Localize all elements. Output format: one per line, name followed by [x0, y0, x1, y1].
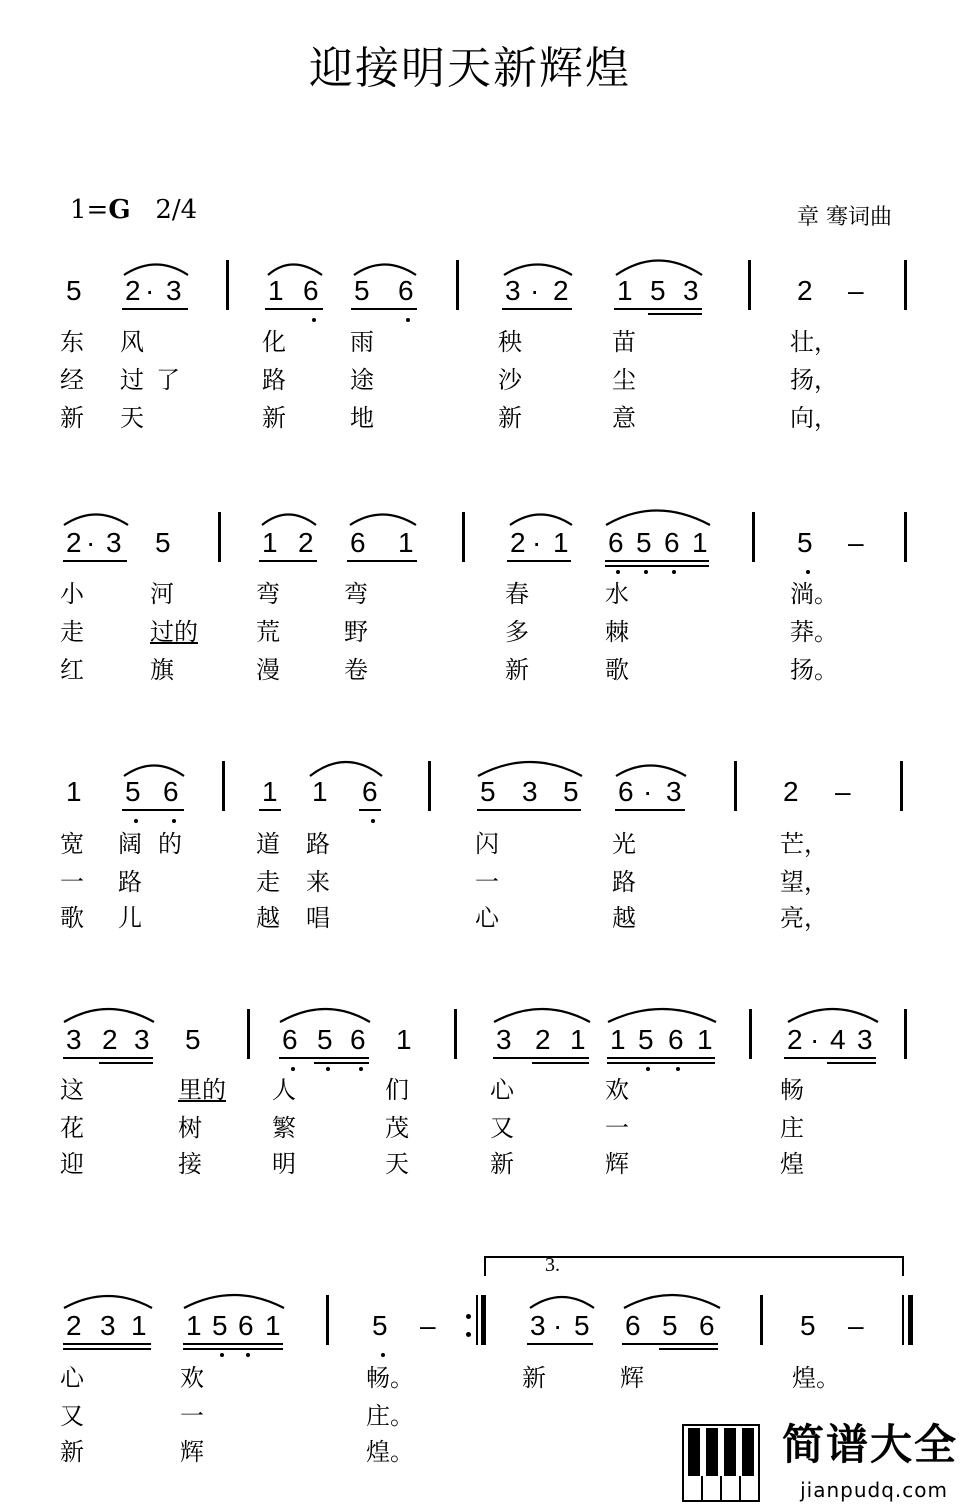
lyric: 沙	[498, 366, 522, 394]
lyric: 多	[505, 618, 529, 646]
composer-credit: 章 骞词曲	[797, 205, 892, 230]
lyric: 尘	[612, 366, 636, 394]
note: 1	[617, 275, 633, 306]
note: 1	[697, 1024, 713, 1055]
note: 6	[282, 1024, 298, 1055]
lyric: 走	[60, 618, 84, 646]
lyric: 煌	[780, 1150, 804, 1178]
note: 5	[563, 776, 579, 807]
note: 5	[125, 776, 141, 807]
lyric: 弯	[344, 580, 368, 608]
note: 5	[317, 1024, 333, 1055]
piano-keys-icon	[682, 1424, 760, 1502]
note: 5	[797, 527, 813, 558]
lyric: 过的	[150, 618, 198, 646]
dash: –	[848, 527, 864, 558]
slur-arc	[606, 511, 710, 526]
note: 1	[66, 776, 82, 807]
note: 3	[496, 1024, 512, 1055]
note: 3	[857, 1024, 873, 1055]
lyric: 明	[272, 1150, 296, 1178]
note: 6	[350, 1024, 366, 1055]
watermark-name: 简谱大全	[781, 1420, 958, 1469]
note: 5	[66, 275, 82, 306]
lyric: 来	[306, 868, 330, 896]
note: 1	[396, 1024, 412, 1055]
lyric: 儿	[118, 904, 142, 932]
lyric: 水	[605, 580, 629, 608]
lyric: 春	[505, 580, 529, 608]
note: 4	[830, 1024, 846, 1055]
note: 6	[625, 1310, 641, 1341]
lyric: 新	[60, 1438, 84, 1466]
note: 5	[480, 776, 496, 807]
note: 5	[155, 527, 171, 558]
lyric: 野	[344, 618, 368, 646]
note: 3	[106, 527, 122, 558]
lyric: 苗	[612, 328, 636, 356]
slur-arc	[788, 1009, 878, 1022]
lyric: 庄。	[366, 1402, 414, 1430]
note: 1	[186, 1310, 202, 1341]
lyric: 辉	[180, 1438, 204, 1466]
lyric: 天	[385, 1150, 409, 1178]
lyric: 意	[612, 404, 636, 432]
lyric: 一	[475, 868, 499, 896]
lyric: 繁	[272, 1114, 296, 1142]
note: 5	[800, 1310, 816, 1341]
lyric: 闪	[475, 830, 499, 858]
note: 2	[102, 1024, 118, 1055]
lyric: 卷	[344, 656, 368, 684]
note: 6	[350, 527, 366, 558]
dot-mark: ·	[86, 527, 96, 558]
lyric: 人	[272, 1076, 296, 1104]
note: 6	[668, 1024, 684, 1055]
lyric: 这	[60, 1076, 84, 1104]
lyric: 树	[178, 1114, 202, 1142]
lyric: 茂	[385, 1114, 409, 1142]
lyric: 雨	[350, 328, 374, 356]
lyric: 河	[150, 580, 174, 608]
lyric: 心	[475, 904, 499, 932]
note: 1	[131, 1310, 147, 1341]
note: 2	[510, 527, 526, 558]
slur-arc	[262, 515, 316, 526]
watermark-url: jianpudq.com	[800, 1478, 948, 1502]
lyric: 心	[60, 1364, 84, 1392]
note: 6	[163, 776, 179, 807]
lyric: 淌。	[790, 580, 838, 608]
lyric: 庄	[780, 1114, 804, 1142]
lyric: 迎	[60, 1150, 84, 1178]
key-signature: 1=G 2/4	[70, 195, 198, 225]
lyric: 向，	[790, 404, 838, 432]
lyric: 棘	[605, 618, 629, 646]
lyric: 路	[612, 868, 636, 896]
lyric: 过了	[120, 366, 192, 394]
lyric: 畅	[780, 1076, 804, 1104]
slur-arc	[64, 515, 128, 526]
lyric: 走	[256, 868, 280, 896]
note: 2	[535, 1024, 551, 1055]
lyric: 欢	[605, 1076, 629, 1104]
dash: –	[420, 1310, 436, 1341]
dot-mark: ·	[553, 1310, 563, 1341]
slur-arc	[504, 265, 572, 276]
lyric: 的	[158, 830, 182, 858]
slur-arc	[350, 515, 416, 526]
dot-mark: ·	[145, 275, 155, 306]
note: 5	[212, 1310, 228, 1341]
lyric: 地	[350, 404, 374, 432]
volta-label: 3.	[545, 1254, 560, 1276]
lyric: 一	[180, 1402, 204, 1430]
note: 1	[262, 527, 278, 558]
slur-arc	[124, 265, 188, 276]
lyric: 新	[60, 404, 84, 432]
lyric: 弯	[256, 580, 280, 608]
lyric: 畅。	[366, 1364, 414, 1392]
slur-arc	[310, 762, 382, 776]
lyric: 道	[256, 830, 280, 858]
lyric: 新	[262, 404, 286, 432]
lyric: 扬。	[790, 656, 838, 684]
dash: –	[848, 275, 864, 306]
lyric: 花	[60, 1114, 84, 1142]
note: 5	[650, 275, 666, 306]
lyric: 煌。	[792, 1364, 840, 1392]
note: 6	[238, 1310, 254, 1341]
dot-mark: ·	[810, 1024, 820, 1055]
lyric: 望，	[780, 868, 828, 896]
note: 3	[166, 275, 182, 306]
lyric: 又	[60, 1402, 84, 1430]
note: 5	[372, 1310, 388, 1341]
lyric: 秧	[498, 328, 522, 356]
slur-arc	[494, 1009, 590, 1022]
lyric: 路	[118, 868, 142, 896]
lyric: 阔	[118, 830, 142, 858]
lyric: 荒	[256, 618, 280, 646]
lyric: 经	[60, 366, 84, 394]
note: 6	[362, 776, 378, 807]
note: 5	[662, 1310, 678, 1341]
slur-arc	[616, 766, 686, 777]
lyric: 心	[490, 1076, 514, 1104]
note: 6	[608, 527, 624, 558]
lyric: 新	[490, 1150, 514, 1178]
note: 1	[268, 275, 284, 306]
lyric: 路	[262, 366, 286, 394]
note: 2	[783, 776, 799, 807]
lyric: 又	[490, 1114, 514, 1142]
lyric: 光	[612, 830, 636, 858]
note: 2	[553, 275, 569, 306]
note: 2	[787, 1024, 803, 1055]
lyric: 越	[612, 904, 636, 932]
lyric: 一	[605, 1114, 629, 1142]
note: 1	[570, 1024, 586, 1055]
lyric: 新	[505, 656, 529, 684]
note: 1	[312, 776, 328, 807]
lyric: 歌	[60, 904, 84, 932]
slur-arc	[64, 1296, 152, 1308]
lyric: 一	[60, 868, 84, 896]
slur-arc	[354, 265, 416, 276]
slur-arc	[608, 1009, 716, 1022]
slur-arc	[268, 265, 322, 276]
slur-arc	[530, 1297, 594, 1308]
note: 5	[574, 1310, 590, 1341]
slur-arc	[64, 1009, 154, 1022]
note: 5	[185, 1024, 201, 1055]
note: 6	[699, 1310, 715, 1341]
slur-arc	[510, 515, 572, 526]
lyric: 歌	[605, 656, 629, 684]
dot-mark: ·	[530, 275, 540, 306]
lyric: 壮，	[790, 328, 838, 356]
note: 1	[398, 527, 414, 558]
note: 1	[265, 1310, 281, 1341]
lyric: 接	[178, 1150, 202, 1178]
lyric: 途	[350, 366, 374, 394]
slur-arc	[616, 261, 702, 276]
lyric: 路	[306, 830, 330, 858]
note: 5	[354, 275, 370, 306]
note: 3	[530, 1310, 546, 1341]
lyric: 化	[262, 328, 286, 356]
lyric: 扬，	[790, 366, 838, 394]
lyric: 宽	[60, 830, 84, 858]
note: 1	[262, 776, 278, 807]
note: 5	[638, 1024, 654, 1055]
dot-mark: ·	[532, 527, 542, 558]
lyric: 辉	[620, 1364, 644, 1392]
lyric: 东	[60, 328, 84, 356]
lyric: 们	[385, 1076, 409, 1104]
note: 6	[618, 776, 634, 807]
lyric: 里的	[178, 1076, 226, 1104]
lyric: 唱	[306, 904, 330, 932]
lyric: 风	[120, 328, 144, 356]
note: 6	[303, 275, 319, 306]
lyric: 红	[60, 656, 84, 684]
note: 3	[683, 275, 699, 306]
note: 3	[66, 1024, 82, 1055]
slur-arc	[184, 1295, 284, 1308]
slur-arc	[280, 1009, 370, 1022]
lyric: 莽。	[790, 618, 838, 646]
lyric: 芒，	[780, 830, 828, 858]
page-title: 迎接明天新辉煌	[309, 43, 631, 94]
lyric: 小	[60, 580, 84, 608]
lyric: 辉	[605, 1150, 629, 1178]
lyric: 旗	[150, 656, 174, 684]
lyric: 欢	[180, 1364, 204, 1392]
lyric: 新	[522, 1364, 546, 1392]
dash: –	[835, 776, 851, 807]
lyric: 新	[498, 404, 522, 432]
note: 6	[398, 275, 414, 306]
note: 3	[666, 776, 682, 807]
note: 1	[692, 527, 708, 558]
note: 2	[66, 527, 82, 558]
note: 3	[134, 1024, 150, 1055]
lyric: 漫	[256, 656, 280, 684]
note: 3	[100, 1310, 116, 1341]
note: 2	[298, 527, 314, 558]
lyric: 越	[256, 904, 280, 932]
note: 2	[125, 275, 141, 306]
note: 6	[664, 527, 680, 558]
note: 3	[505, 275, 521, 306]
note: 2	[797, 275, 813, 306]
lyric: 亮，	[780, 904, 828, 932]
slur-arc	[624, 1295, 720, 1308]
note: 1	[553, 527, 569, 558]
note: 2	[66, 1310, 82, 1341]
lyric: 煌。	[366, 1438, 414, 1466]
dash: –	[848, 1310, 864, 1341]
lyric: 天	[120, 404, 144, 432]
dot-mark: ·	[643, 776, 653, 807]
note: 1	[610, 1024, 626, 1055]
slur-arc	[124, 766, 184, 777]
note: 3	[522, 776, 538, 807]
slur-arc	[478, 762, 582, 776]
note: 5	[636, 527, 652, 558]
